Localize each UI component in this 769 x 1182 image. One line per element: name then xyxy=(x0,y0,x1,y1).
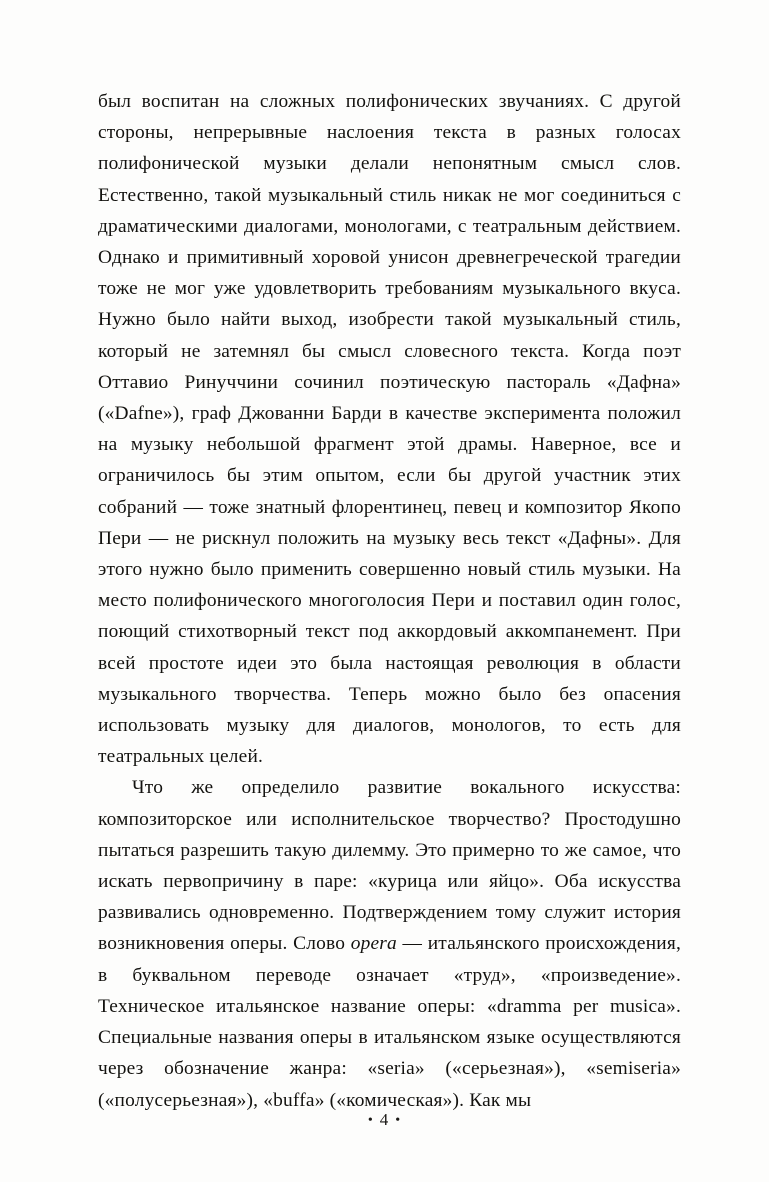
page-number-right-ornament: • xyxy=(395,1113,402,1129)
page-number-value: 4 xyxy=(379,1110,390,1129)
page-number-left-ornament: • xyxy=(367,1113,374,1129)
page-number xyxy=(0,1110,769,1130)
paragraph-2-part-1: Что же определило развитие вокального искусства: композиторское или исполнительское творчество? Простодушно пытаться разрешить такую дилемму. Это примерно то же самое, что искать первопричину в паре: «курица или яйцо». Оба искусства развивались одновременно. Подтверждением тому служит история возникновения оперы. Слово xyxy=(98,777,681,955)
paragraph-1: был воспитан на сложных полифонических звучаниях. С другой стороны, непрерывные наслоения текста в разных голосах полифонической музыки делали непонятным смысл слов. Естественно, такой музыкальный стиль никак не мог соединиться с драматическими диалогами, монологами, с театральным действием. Однако и примитивный хоровой унисон древнегреческой трагедии тоже не мог уже удовлетворить требованиям музыкального вкуса. Нужно было найти выход, изобрести такой музыкальный стиль, который не затемнял бы смысл словесного текста. Когда поэт Оттавио Ринуччини сочинил поэтическую пастораль «Дафна» («Dafne»), граф Джованни Барди в качестве эксперимента положил на музыку небольшой фрагмент этой драмы. Наверное, все и ограничилось бы этим опытом, если бы другой участник этих собраний — тоже знатный флорентинец, певец и композитор Якопо Пери — не рискнул положить на музыку весь текст «Дафны». Для этого нужно было применить совершенно новый стиль музыки. На место полифонического многоголосия Пери и поставил один голос, поющий стихотворный текст под аккордовый аккомпанемент. При всей простоте идеи это была настоящая революция в области музыкального творчества. Теперь можно было без опасения использовать музыку для диалогов, монологов, то есть для театральных целей. xyxy=(98,91,681,768)
paragraph-2 xyxy=(98,772,681,1115)
page-body xyxy=(98,86,681,1116)
paragraph-2-italic-term: opera xyxy=(350,933,397,955)
paragraph-2-part-2: — итальянского происхождения, в буквальном переводе означает «труд», «произведение». Техническое итальянское название оперы: «dramma per musica». Специальные названия оперы в итальянском языке осуществляются через обозначение жанра: «seria» («серьезная»), «semiseria» («полусерьезная»), «buffa» («комическая»). Как мы xyxy=(98,933,681,1111)
